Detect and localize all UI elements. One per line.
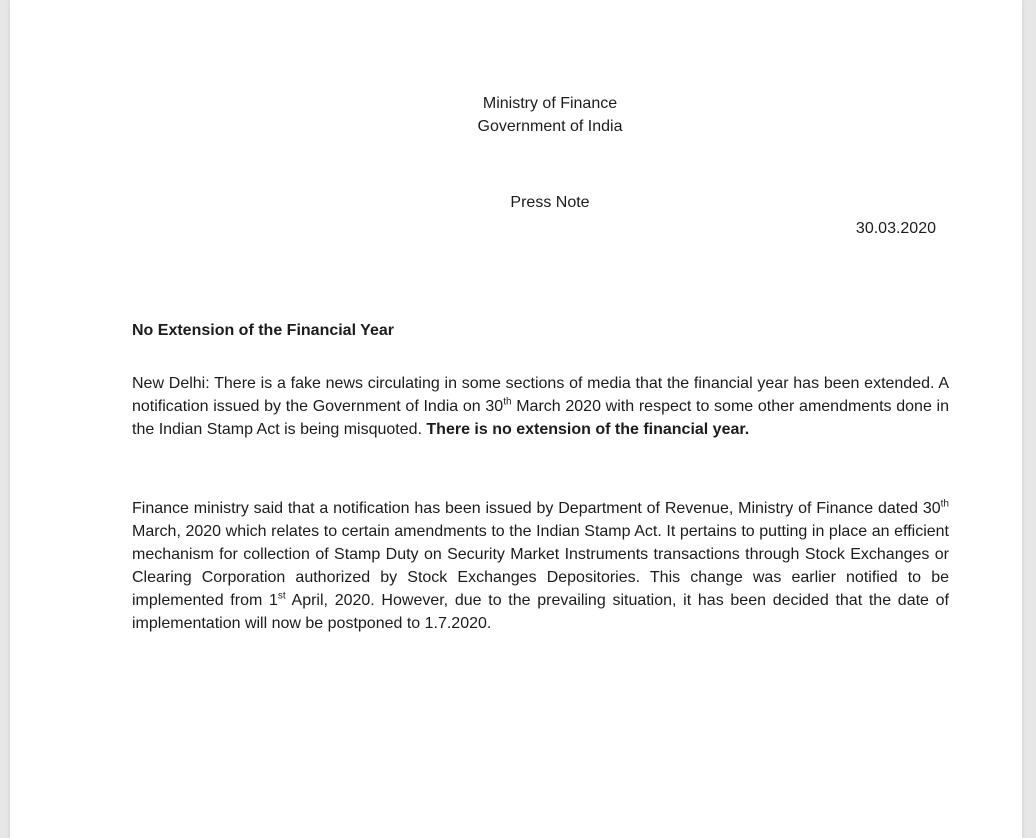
- subject-heading: No Extension of the Financial Year: [132, 322, 394, 339]
- letterhead: [10, 92, 1036, 138]
- paragraph-1-bold-statement: There is no extension of the financial year.: [426, 421, 750, 438]
- government-name: Government of India: [477, 118, 623, 135]
- paragraph-2: [132, 497, 949, 635]
- paragraph-2-text-b: March, 2020 which relates to certain amendments to the Indian Stamp Act. It pertains to putting in place an efficient mechanism for collection of Stamp Duty on Security Market Instruments transactions through Stock Exchanges or Clearing Corporation authorized by Stock Exchanges Depositories. This change was earlier notified to be implemented from 1: [132, 523, 949, 609]
- paragraph-2-superscript-2: st: [277, 590, 286, 602]
- paragraph-1-superscript: th: [503, 396, 512, 408]
- paragraph-1-text-a: New Delhi: There is a fake news circulating in some sections of media that the financial year has been extended. A notification issued by the Government of India on 30: [132, 375, 949, 415]
- document-date: 30.03.2020: [855, 220, 936, 237]
- paragraph-2-superscript-1: th: [940, 498, 949, 510]
- ministry-name: Ministry of Finance: [482, 95, 618, 112]
- paragraph-2-text-a: Finance ministry said that a notification has been issued by Department of Revenue, Ministry of Finance dated 30: [132, 500, 941, 517]
- paragraph-1-text-b: March 2020 with respect to some other amendments done in the Indian Stamp Act is being misquoted.: [132, 398, 949, 438]
- document-page: [10, 0, 1022, 838]
- document-type: Press Note: [510, 194, 590, 211]
- paragraph-1: [132, 372, 949, 441]
- paragraph-2-text-c: April, 2020. However, due to the prevailing situation, it has been decided that the date of implementation will now be postponed to 1.7.2020.: [132, 592, 949, 632]
